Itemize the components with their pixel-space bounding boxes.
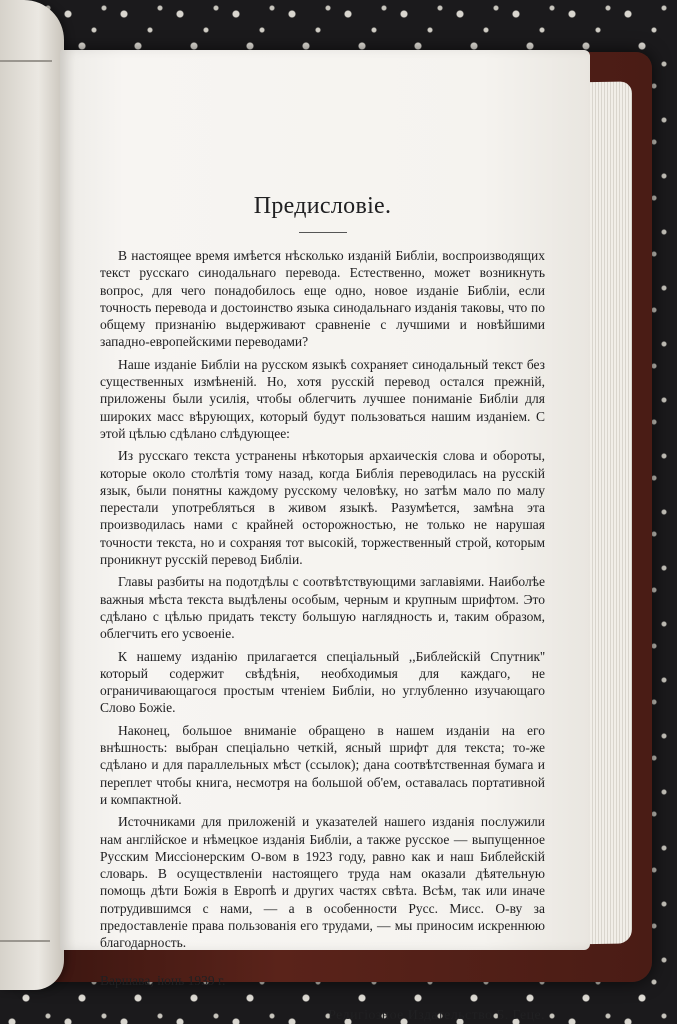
preface-page (60, 50, 590, 1023)
left-page-rule (0, 940, 50, 942)
date-line: Варшава, іюнь 1939 г. (100, 972, 226, 988)
paragraph: Источниками для приложеній и указателей нашего изданія послужили нам англійское и нѣмецкое изданія Библіи, а также русское — выпущенное Русским Миссіонерским О-вом в 1923 году, равно как и наш Библейскій словарь. В осуществленіи настоящего труда нам оказали дѣятельную помощь дѣти Божія в Европѣ и других частях свѣта. Всѣм, так или иначе потрудившимся с нами, — а в особенности Русс. Мисс. О-ву за предоставленіе права пользованія его трудами, — мы приносим искреннюю благодарность. (100, 814, 545, 951)
title-divider (299, 232, 347, 233)
publisher-signature: Религіозное Издательство Б. Геце. (328, 1007, 545, 1023)
paragraph: Главы разбиты на подотдѣлы с соотвѣтствующими заглавіями. Наиболѣе важныя мѣста текста выдѣлены особым, черным и крупным шрифтом. Это сдѣлано с цѣлью придать тексту большую наглядность и, таким образом, облегчить его усвоеніе. (100, 574, 545, 642)
paragraph: К нашему изданію прилагается спеціальный ,,Библейскій Спутник'' который содержит свѣдѣнія, необходимыя для каждаго, не ограничивающагося простым чтеніем Библіи, но углубленно изучающаго Слово Божіе. (100, 648, 545, 716)
paragraph: Из русскаго текста устранены нѣкоторыя архаическія слова и обороты, которые около столѣтія тому назад, когда Библія переводилась на русскій язык, были понятны каждому русскому человѣку, но затѣм мало по малу перестали употребляться в живом языкѣ. Разумѣется, замѣна эта производилась нами с крайней осторожностью, не только не нарушая точности текста, но и сохраняя тот высокій, торжественный строй, которым проникнут русскій перевод Библіи. (100, 448, 545, 568)
page-content (100, 192, 545, 1024)
page-title: Предисловіе. (253, 193, 392, 219)
paragraph: Наконец, большое вниманіе обращено в нашем изданіи на его внѣшность: выбран спеціально четкій, ясный шрифт для текста; то-же сдѣлано и для параллельных мѣст (ссылок); дана соотвѣтственная бумага и переплет чтобы книга, несмотря на большой об'ем, оставалась портативной и компактной. (100, 722, 545, 807)
left-page (0, 0, 64, 990)
paragraph: Наше изданіе Библіи на русском языкѣ сохраняет синодальный текст без существенных измѣненій. Но, хотя русскій перевод остался прежній, приложены были усилія, чтобы облегчить лучшее пониманіе Библіи для широких масс вѣрующих, который будут пользоваться нашим изданіем. С этой цѣлью сдѣлано слѣдующее: (100, 356, 545, 441)
paragraph: В настоящее время имѣется нѣсколько изданій Библіи, воспроизводящих текст русскаго синодальнаго перевода. Естественно, может возникнуть вопрос, для чего понадобилось еще одно, новое изданіе Библіи, если точность перевода и достоинство языка синодальнаго изданія таковы, что по общему признанію выдерживают сравненіе с лучшими и новѣйшими западно-европейскими переводами? (100, 248, 545, 350)
left-page-rule (0, 60, 52, 62)
